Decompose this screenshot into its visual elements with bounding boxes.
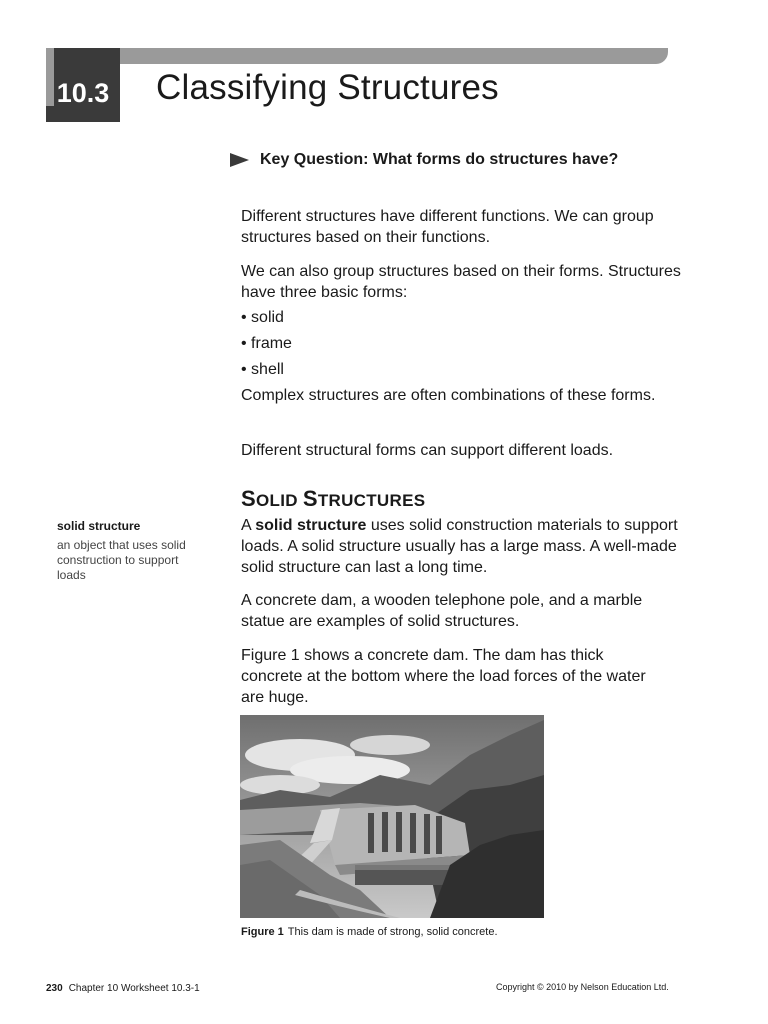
section-paragraph-1: A solid structure uses solid construction materials to support loads. A solid structure usually has a large mass. A well-made solid structure can last a long time. bbox=[241, 517, 678, 576]
footer-left bbox=[46, 983, 200, 994]
worksheet-label: Chapter 10 Worksheet 10.3-1 bbox=[68, 983, 200, 994]
glossary-definition: an object that uses solid construction to support loads bbox=[57, 538, 186, 582]
section-number: 10.3 bbox=[56, 77, 110, 108]
intro-paragraph-2: We can also group structures based on their forms. Structures have three basic forms: bbox=[241, 263, 681, 301]
intro-paragraph-3: Complex structures are often combinations of these forms. bbox=[241, 387, 656, 404]
term-solid-structure: solid structure bbox=[255, 517, 367, 534]
intro-paragraph-4: Different structural forms can support different loads. bbox=[241, 442, 614, 459]
intro-paragraph-1: Different structures have different functions. We can group structures based on their functions. bbox=[241, 208, 654, 246]
glossary-term: solid structure bbox=[57, 519, 141, 533]
key-question: Key Question: What forms do structures have? bbox=[260, 151, 619, 168]
copyright: Copyright © 2010 by Nelson Education Ltd. bbox=[496, 982, 669, 992]
bullet-shell: • shell bbox=[241, 361, 284, 378]
header-bar bbox=[120, 48, 668, 64]
page-number: 230 bbox=[46, 983, 63, 994]
bullet-solid: • solid bbox=[241, 309, 284, 326]
page-title: Classifying Structures bbox=[156, 68, 499, 107]
figure-caption: Figure 1 This dam is made of strong, solid concrete. bbox=[241, 926, 498, 938]
figure-label: Figure 1 bbox=[241, 926, 284, 938]
bullet-frame: • frame bbox=[241, 335, 292, 352]
section-paragraph-3: Figure 1 shows a concrete dam. The dam has thick concrete at the bottom where the load forces of the water are huge. bbox=[241, 647, 646, 706]
arrow-right-icon bbox=[230, 153, 249, 167]
section-heading: SOLID STRUCTURES bbox=[241, 486, 426, 511]
dam-photo bbox=[240, 715, 544, 918]
section-paragraph-2: A concrete dam, a wooden telephone pole, and a marble statue are examples of solid structures. bbox=[241, 592, 643, 630]
